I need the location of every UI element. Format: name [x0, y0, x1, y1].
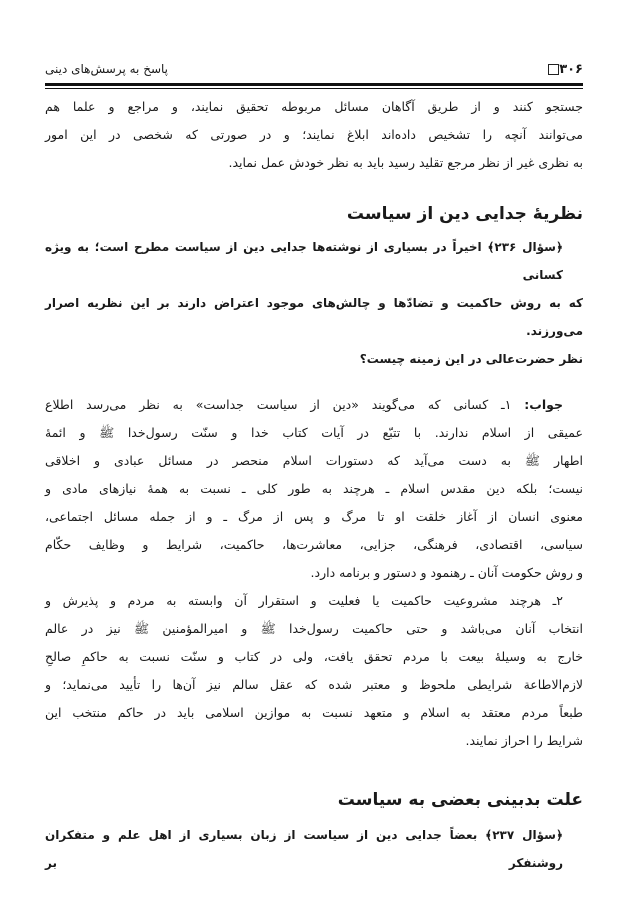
question-line: که به روش حاکمیت و تضادّها و چالش‌های موجود اعتراض دارند بر این نظریه اصرار می‌ورزند. — [45, 296, 583, 338]
answer-label: جواب: — [524, 397, 563, 412]
answer-line: عمیقی از اسلام ندارند. با تتبّع در آیات کتاب خدا و سنّت رسول‌خدا ﷺ و ائمهٔ — [45, 425, 583, 440]
answer-line: ۲ـ هرچند مشروعیت حاکمیت یا فعلیت و استقرار آن وابسته به مردم و پذیرش و — [45, 593, 563, 608]
header-rule — [45, 83, 583, 86]
question-line: نظر حضرت‌عالی در این زمینه چیست؟ — [359, 352, 583, 366]
page-number: ۳۰۶ — [543, 62, 583, 77]
answer-line: اطهار ﷺ به دست می‌آید که دستورات اسلام منحصر در مسائل عبادی و اخلاقی — [45, 453, 583, 468]
answer-line: لازم‌الاطاعة شرایطی ملحوظ و معتبر شده که عقل سالم نیز آن‌ها را تأیید می‌نماید؛ و — [45, 677, 583, 692]
text-line: جستجو کنند و از طریق آگاهان مسائل مربوطه تحقیق نمایند، و مراجع و علما هم — [45, 99, 583, 114]
answer-line: معنوی انسان از آغاز خلقت او تا مرگ و پس از مرگ ـ و از جمله مسائل اجتماعی، — [45, 509, 583, 524]
answer-line — [45, 391, 583, 419]
question-line: ﴿سؤال ۲۳۷﴾ بعضاً جدایی دین از سیاست از زبان بسیاری از اهل علم و متفکران روشنفکر بر — [45, 828, 564, 870]
text-line: می‌توانند آنچه را تشخیص داده‌اند ابلاغ نمایند؛ و در صورتی که شخصی در این امور — [45, 127, 583, 142]
answer-line: انتخاب آنان می‌باشد و حتی حاکمیت رسول‌خدا ﷺ و امیرالمؤمنین ﷺ نیز در عالم — [45, 621, 583, 636]
answer-line: نیست؛ بلکه دین مقدس اسلام ـ هرچند به طور کلی ـ نسبت به همهٔ نیازهای مادی و — [45, 481, 583, 496]
question-line: ﴿سؤال ۲۳۶﴾ اخیراً در بسیاری از نوشته‌ها جدایی دین از سیاست مطرح است؛ به ویژه کسانی — [45, 240, 564, 282]
answer-line: سیاسی، اقتصادی، فرهنگی، جزایی، معاشرت‌ها، حاکمیت، شرایط و وظایف حکّام — [45, 537, 583, 552]
answer-line: و روش حکومت آنان ـ رهنمود و دستور و برنامه دارد. — [310, 565, 583, 580]
answer-text: ۱ـ کسانی که می‌گویند «دین از سیاست جداست» به نظر می‌رسد اطلاع — [45, 397, 512, 412]
page-body — [45, 93, 583, 877]
running-header — [45, 62, 583, 80]
answer-line: خارج به وسیلهٔ بیعت با مردم تحقق یافت، ولی در کتاب و سنّت نسبت به حاکمِ صالحِ — [45, 649, 583, 664]
answer-line: طبعاً مردم معتقد به اسلام و متعهد نسبت به موازین اسلامی باید در حاکم منتخب این — [45, 705, 583, 720]
section-heading: نظریهٔ جدایی دین از سیاست — [346, 204, 583, 224]
text-line: به نظری غیر از نظر مرجع تقلید رسید باید به نظر خودش عمل نماید. — [228, 155, 583, 170]
square-icon — [548, 64, 559, 75]
header-rule-thin — [45, 88, 583, 89]
book-title: پاسخ به پرسش‌های دینی — [45, 62, 169, 76]
answer-line: شرایط را احراز نمایند. — [465, 733, 583, 748]
section-heading: علت بدبینی بعضی به سیاست — [337, 790, 583, 810]
